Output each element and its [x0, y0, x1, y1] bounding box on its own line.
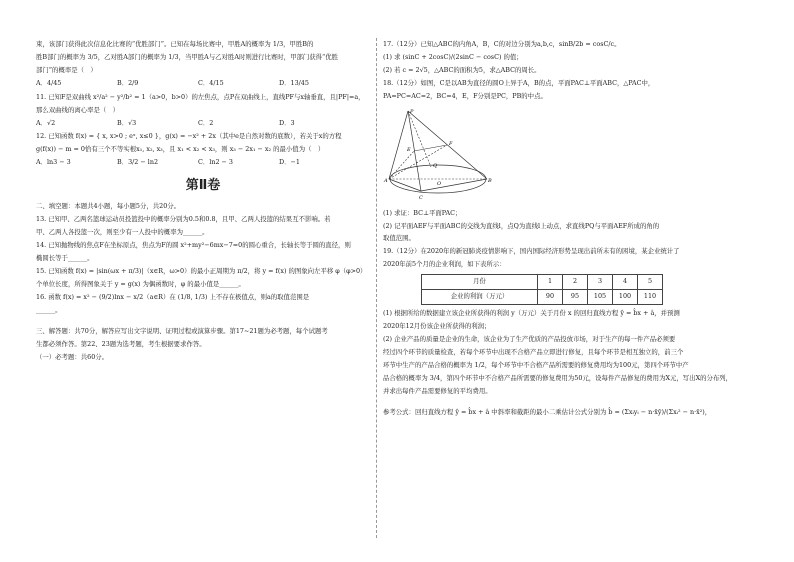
label-p: P	[410, 108, 414, 115]
q19-part-2-line-4: 品合格的概率为 3/4，第四个环节中不合格产品所需要的修复费用为50元，设每件产品修复的费用为X元，写出X的分布列，	[383, 373, 733, 382]
q19-part-2-line-2: 经过四个环节的质量检查，若每个环节中出现不合格产品立即进行修复，且每个环节是相互独立的，前三个	[383, 347, 684, 356]
q12-option-b: B．3/2 − ln2	[117, 158, 159, 167]
edge-pb	[408, 108, 487, 179]
q11-options	[36, 119, 370, 129]
answer-intro-line-1: 三、解答题：共70分，解答应写出文字说明、证明过程或演算步骤。第17~21题为必考题，每个试题考	[36, 326, 328, 335]
q10-line-2: 胜B部门的概率为 3/5，乙对胜A部门的概率为 1/3，当甲胜A与乙对胜A时则进行比赛时，甲部门获得“优胜	[36, 52, 339, 61]
q10-line-1: 束，该部门获得此次信息化比赛的“优胜部门”。已知在每场比赛中，甲胜A的概率为 1/3，甲胜B的	[36, 40, 314, 48]
q14-line-1: 14. 已知抛物线的焦点F在坐标原点，焦点为F的圆 x²+my²−6mx−7=0的圆心重合，长轴长等于圆的直径，则	[36, 241, 351, 250]
label-f: F	[449, 140, 453, 147]
q17-line-2: (1) 求 (sinC + 2cosC)/(2sinC − cosC) 的值；	[383, 52, 523, 61]
label-a: A	[384, 177, 388, 184]
profit-table	[421, 274, 663, 305]
q10-option-a: A．4/45	[36, 78, 62, 87]
table-cell: 1	[538, 275, 563, 290]
geometry-figure	[383, 105, 493, 205]
reference-formula: 参考公式：回归直线方程 ŷ = b̂x + â 中斜率和截距的最小二乘估计公式分别为 b̂ = (Σxᵢyᵢ − n·x̄ȳ)/(Σxᵢ² − n·x̄²)，	[383, 407, 712, 416]
q10-option-c: C．4/15	[198, 78, 224, 87]
q12-line-1: 12. 已知函数 f(x) = { x, x>0 ; eˣ, x≤0 }，g(x) = −x² + 2x（其中e是自然对数的底数），若关于x的方程	[36, 132, 342, 141]
q18-line-2: PA=PC=AC=2，BC=4，E，F分别是PC，PB的中点。	[383, 91, 547, 100]
q11-line-2: 那么双曲线的离心率是（ ）	[36, 105, 120, 114]
q19-part-2-line-5: 并求出每件产品需要修复的平均费用。	[383, 386, 492, 395]
q11-line-1: 11. 已知F是双曲线 x²/a² − y²/b² = 1（a>0，b>0）的左焦点，点P在双曲线上，直线PF与x轴垂直，且|PF|=a，	[36, 92, 365, 101]
q19-line-1: 19.（12分）在2020年的新冠肺炎疫情影响下，国内国际经济形势呈现出前所未有的困境，某企业统计了	[383, 247, 680, 256]
q10-options	[36, 79, 370, 89]
q12-option-c: C．ln2 − 3	[198, 158, 233, 167]
fill-in-intro: 二、填空题：本题共4小题，每小题5分，共20分。	[36, 202, 181, 211]
q10-line-3: 部门”的概率是（ ）	[36, 65, 97, 74]
q18-line-1: 18.（12分）如图，C是以AB为直径的圆O上异于A，B的点，平面PAC⊥平面ABC，△PAC中，	[383, 78, 655, 87]
table-cell: 90	[538, 290, 563, 305]
q12-line-2: g(f(x)) − m = 0恰有三个不等实根x₁, x₂, x₃，且 x₁ < x₂ < x₃，则 x₃ − 2x₁ − x₂ 的最小值为（ ）	[36, 145, 325, 154]
label-c: C	[419, 194, 423, 201]
line-pq	[408, 108, 431, 167]
table-cell: 110	[638, 290, 663, 305]
answer-intro-line-2: 生都必须作答。第22、23题为选考题，考生根据要求作答。	[36, 339, 206, 348]
q15-line-2: 个单位长度，所得图象关于 y = g(x) 为偶函数时，φ 的最小值是______。	[36, 279, 245, 288]
table-cell: 2	[563, 275, 588, 290]
q19-part-2-line-3: 环节中生产的产品合格的概率为 1/2，每个环节中不合格产品所需要的修复费用均为100元，第四个环节中产	[383, 360, 689, 369]
q11-option-b: B．√3	[117, 118, 137, 127]
label-q: Q	[433, 162, 438, 169]
table-row-month	[422, 275, 663, 290]
table-cell: 100	[613, 290, 638, 305]
column-divider	[376, 38, 377, 538]
q12-options	[36, 158, 370, 168]
q18-part-2-line-1: (2) 记平面AEF与平面ABC的交线为直线l，点Q为直线l上动点，求直线PQ与平面AEF所成的角的	[383, 221, 660, 230]
table-cell: 105	[588, 290, 613, 305]
table-header-month: 月份	[422, 275, 538, 290]
table-cell: 5	[638, 275, 663, 290]
section-2-title: 第Ⅱ卷	[185, 178, 221, 194]
left-column	[36, 40, 370, 365]
q19-part-1-line-2: 2020年12月份该企业所获得的利润；	[383, 322, 491, 331]
right-column	[383, 40, 757, 421]
table-cell: 4	[613, 275, 638, 290]
q18-part-1: (1) 求证：BC⊥平面PAC；	[383, 208, 462, 217]
edge-bc	[421, 179, 487, 191]
q14-line-2: 椭圆长等于______。	[36, 254, 94, 263]
q16-line-1: 16. 函数 f(x) = x² − (9/2)lnx − x/2（a∈R）在 (1/8, 1/3) 上不存在极值点，则a的取值范围是	[36, 292, 310, 301]
label-e: E	[407, 146, 411, 153]
q12-option-a: A．ln3 − 3	[36, 158, 71, 167]
label-b: B	[488, 177, 492, 184]
q12-option-d: D．−1	[279, 158, 300, 167]
table-cell: 3	[588, 275, 613, 290]
q15-line-1: 15. 已知函数 f(x) = |sin(ωx + π/3)|（x∈R，ω>0）的最小正周期为 π/2，将 y = f(x) 的图象向左平移 φ（φ>0）	[36, 266, 367, 275]
q19-line-2: 2020年前5个月的企业利润，如下表所示：	[383, 260, 506, 269]
q19-part-1-line-1: (1) 根据所给的数据建立该企业所获得的利润 y（万元）关于月份 x 的回归直线方程 ŷ = b̂x + â，并预测	[383, 309, 680, 318]
q13-line-1: 13. 已知甲、乙两名篮球运动员投篮投中的概率分别为0.5和0.8，且甲、乙两人投篮的结果互不影响。若	[36, 215, 331, 224]
q17-line-1: 17.（12分）已知△ABC的内角A，B，C的对边分别为a,b,c，sinB/2b = cosC/c。	[383, 40, 621, 48]
q17-line-3: (2) 若 c = 2√5，△ABC的面积为5，求△ABC的周长。	[383, 65, 541, 74]
q19-part-2-line-1: (2) 企业产品的质量是企业的生命，该企业为了生产优质的产品投放市场，对于生产的每一件产品必须要	[383, 335, 676, 344]
q11-option-a: A．√2	[36, 118, 56, 127]
required-label: （一）必考题：共60分。	[36, 352, 109, 361]
q18-part-2-line-2: 取值范围。	[383, 234, 415, 243]
table-cell: 95	[563, 290, 588, 305]
label-o: O	[437, 180, 442, 187]
q16-line-2: ______。	[36, 305, 62, 314]
q10-option-b: B．2/9	[117, 78, 139, 87]
q11-option-c: C．2	[198, 118, 214, 127]
q11-option-d: D．3	[279, 118, 295, 127]
table-row-profit	[422, 290, 663, 305]
table-header-profit: 企业的利润（万元）	[422, 290, 538, 305]
q13-line-2: 甲、乙两人各投篮一次，则至少有一人投中的概率为______。	[36, 228, 209, 237]
q10-option-d: D．13/45	[279, 78, 309, 87]
